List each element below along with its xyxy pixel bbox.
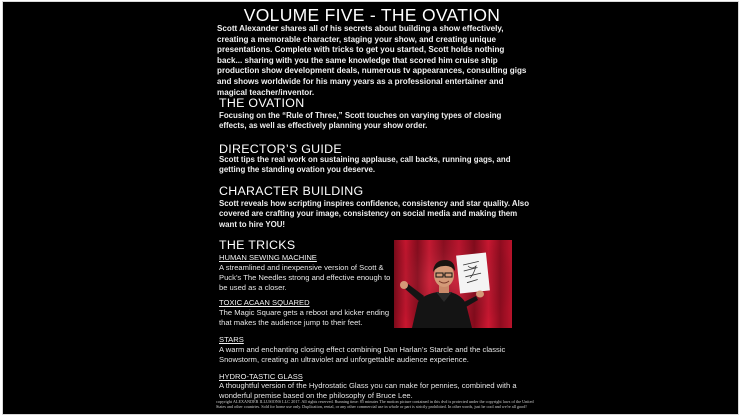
trick-desc-human-sewing-machine: A streamlined and inexpensive version of Scott & Puck’s The Needles strong and effective enough to be used as a closer. <box>219 263 391 293</box>
section-body-character-building: Scott reveals how scripting inspires confidence, consistency and star quality. Also covered are crafting your image, consistency on social media and making them want to hire YOU! <box>219 199 530 229</box>
section-heading-directors-guide: DIRECTOR’S GUIDE <box>219 142 342 156</box>
trick-name-hydro-tastic-glass: HYDRO-TASTIC GLASS <box>219 372 303 381</box>
section-body-ovation: Focusing on the “Rule of Three,” Scott touches on varying types of closing effects, as well as effectively planning your show order. <box>219 111 502 131</box>
trick-desc-toxic-acaan-squared: The Magic Square gets a reboot and kicker ending that makes the audience jump to their feet. <box>219 308 390 328</box>
section-heading-ovation: THE OVATION <box>219 96 305 110</box>
trick-name-human-sewing-machine: HUMAN SEWING MACHINE <box>219 253 317 262</box>
intro-paragraph: Scott Alexander shares all of his secrets about building a show effectively, creating a memorable character, staging your show, and creating unique presentations. Complete with tricks to get you started, Scott holds nothing back... sharing with you the same knowledge that scored him cruise ship production show development deals, numerous tv appearances, consulting gigs and shows worldwide for his many years as a professional entertainer and magical teacher/inventor. <box>217 24 527 97</box>
tricks-heading: THE TRICKS <box>219 238 296 252</box>
trick-name-stars: STARS <box>219 335 244 344</box>
trick-name-toxic-acaan-squared: TOXIC ACAAN SQUARED <box>219 298 310 307</box>
performer-photo <box>394 240 512 328</box>
copyright-notice: copyright ALEXANDER ILLUSIONS LLC 2017. All rights reserved. Running time: 85 minutes The motion picture contained in this dvd is protected under the copyright laws of the United States and other countries. Sold for home use only. Duplication, rental, or any other commercial use in whole or part is strictly prohibited. In other words, just be cool and we're all good! <box>216 399 534 409</box>
cover-title: VOLUME FIVE - THE OVATION <box>243 5 501 25</box>
trick-desc-stars: A warm and enchanting closing effect combining Dan Harlan’s Starcle and the classic Snowstorm, creating an ultraviolet and unforgettable audience experience. <box>219 345 506 365</box>
section-body-directors-guide: Scott tips the real work on sustaining applause, call backs, running gags, and getting the standing ovation you deserve. <box>219 155 511 175</box>
section-heading-character-building: CHARACTER BUILDING <box>219 184 364 198</box>
trick-desc-hydro-tastic-glass: A thoughtful version of the Hydrostatic Glass you can make for pennies, combined with a wonderful premise based on the philosophy of Bruce Lee. <box>219 381 517 401</box>
dvd-back-cover <box>2 1 739 415</box>
